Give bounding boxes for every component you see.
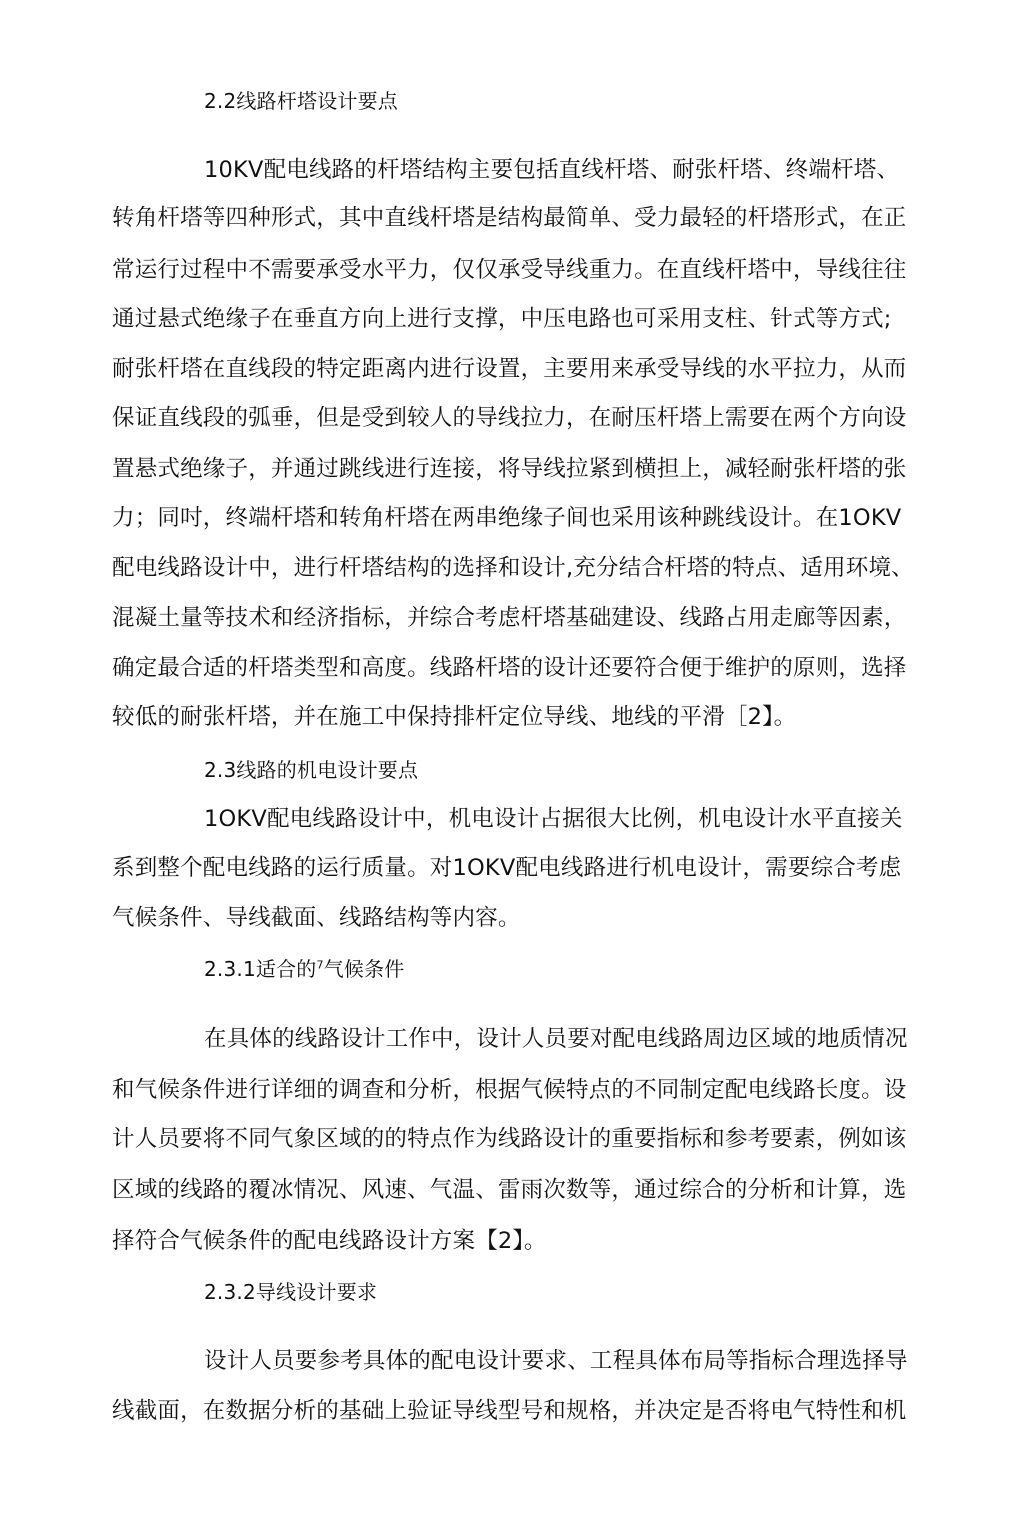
- paragraph-line: 混凝土量等技术和经济指标，并综合考虑杆塔基础建设、线路占用走廊等因素，: [112, 605, 907, 631]
- paragraph-line: 系到整个配电线路的运行质量。对1OKV配电线路进行机电设计，需要综合考虑: [112, 855, 902, 881]
- paragraph-line: 1OKV配电线路设计中，机电设计占据很大比例，机电设计水平直接关: [204, 806, 903, 832]
- paragraph-line: 配电线路设计中，进行杆塔结构的选择和设计,充分结合杆塔的特点、适用环境、: [112, 555, 914, 581]
- paragraph-line: 设计人员要参考具体的配电设计要求、工程具体布局等指标合理选择导: [204, 1348, 908, 1374]
- paragraph-line: 择符合气候条件的配电线路设计方案【2】。: [112, 1228, 547, 1254]
- heading-text: 气候条件: [323, 957, 405, 981]
- heading-text: 2.3.1适合的: [204, 957, 317, 981]
- paragraph-line: 较低的耐张杆塔，并在施工中保持排杆定位导线、地线的平滑［2】。: [112, 704, 797, 730]
- paragraph-line: 和气候条件进行详细的调查和分析，根据气候特点的不同制定配电线路长度。设: [112, 1077, 907, 1103]
- paragraph-line: 力；同吋，终端杆塔和转角杆塔在两串绝缘子间也采用该种跳线设计。在1OKV: [112, 505, 902, 531]
- paragraph-line: 线截面，在数据分析的基础上验证导线型号和规格，并决定是否将电气特性和机: [112, 1398, 907, 1424]
- paragraph-line: 常运行过程中不需要承受水平力，仅仅承受导线重力。在直线杆塔中，导线往往: [112, 257, 907, 283]
- paragraph-line: 通过悬式绝缘子在垂直方向上进行支撑，中压电路也可采用支柱、针式等方式;: [112, 306, 892, 332]
- paragraph-line: 计人员要将不同气象区域的的特点作为线路设计的重要指标和参考要素，例如该: [112, 1126, 907, 1152]
- paragraph-line: 确定最合适的杆塔类型和高度。线路杆塔的设计还要符合便于维护的原则，选择: [112, 655, 907, 681]
- paragraph-line: 转角杆塔等四种形式，其中直线杆塔是结构最简单、受力最轻的杆塔形式，在正: [112, 205, 907, 231]
- heading-superscript: 7: [316, 958, 324, 972]
- section-heading-2-3: 2.3线路的机电设计要点: [204, 758, 419, 782]
- paragraph-line: 在具体的线路设计工作中，设计人员要对配电线路周边区域的地质情况: [204, 1026, 908, 1052]
- paragraph-line: 气候条件、导线截面、线路结构等内容。: [112, 905, 521, 931]
- paragraph-line: 区域的线路的覆冰情况、风速、气温、雷雨次数等，通过综合的分析和计算，选: [112, 1177, 907, 1203]
- section-heading-2-3-1: [204, 954, 405, 984]
- paragraph-line: 保证直线段的弧垂，但是受到较人的导线拉力，在耐压杆塔上需要在两个方向设: [112, 405, 907, 431]
- paragraph-line: 10KV配电线路的杆塔结构主要包括直线杆塔、耐张杆塔、终端杆塔、: [204, 157, 900, 183]
- paragraph-line: 耐张杆塔在直线段的特定距离内进行设置，主要用来承受导线的水平拉力，从而: [112, 356, 907, 382]
- paragraph-line: 置悬式绝缘子，并通过跳线进行连接，将导线拉紧到横担上，减轻耐张杆塔的张: [112, 456, 907, 482]
- section-heading-2-3-2: 2.3.2导线设计要求: [204, 1280, 378, 1304]
- section-heading-2-2: 2.2线路杆塔设计要点: [204, 89, 399, 113]
